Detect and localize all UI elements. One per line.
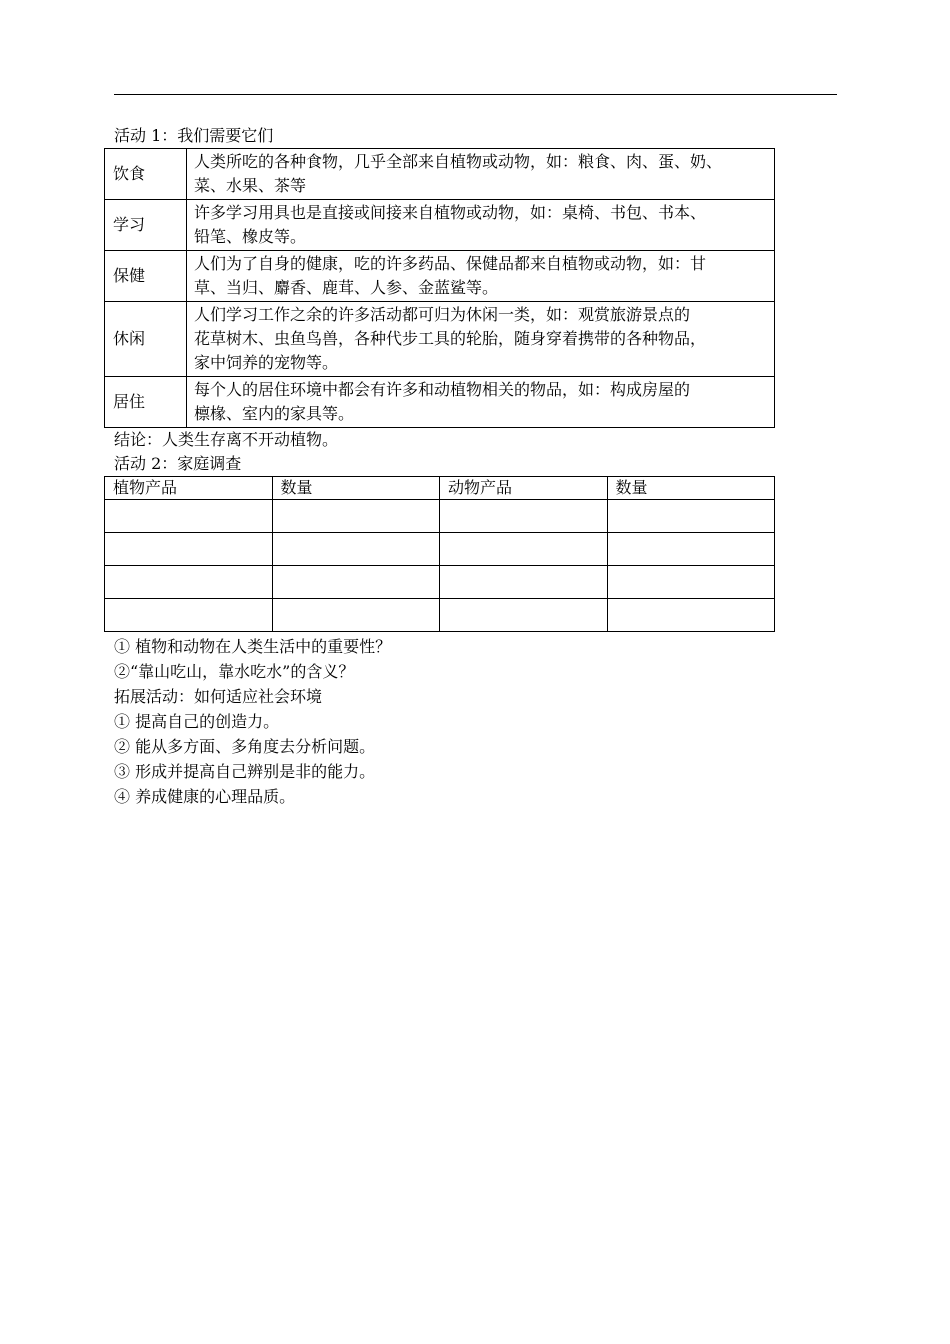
blank-cell[interactable] (272, 566, 440, 599)
table-row (105, 533, 775, 566)
table-row (105, 149, 775, 200)
blank-cell[interactable] (105, 533, 273, 566)
description-line: 人们为了自身的健康，吃的许多药品、保健品都来自植物或动物，如：甘 (194, 254, 707, 273)
blank-cell[interactable] (607, 533, 775, 566)
extension-item: ④ 养成健康的心理品质。 (114, 787, 296, 806)
table-header-row (105, 477, 775, 500)
survey-table (104, 476, 775, 632)
description-line: 铅笔、橡皮等。 (194, 227, 307, 246)
extension-heading: 拓展活动：如何适应社会环境 (114, 687, 323, 706)
blank-cell[interactable] (272, 533, 440, 566)
question-item: ① 植物和动物在人类生活中的重要性？ (114, 637, 392, 656)
category-cell: 居住 (105, 377, 187, 428)
blank-cell[interactable] (105, 566, 273, 599)
blank-cell[interactable] (607, 566, 775, 599)
description-line: 菜、水果、茶等 (194, 176, 307, 195)
description-cell (187, 200, 775, 251)
description-cell (187, 251, 775, 302)
description-cell (187, 377, 775, 428)
blank-cell[interactable] (105, 599, 273, 632)
description-line: 人们学习工作之余的许多活动都可归为休闲一类，如：观赏旅游景点的 (194, 305, 691, 324)
description-line: 人类所吃的各种食物，几乎全部来自植物或动物，如：粮食、肉、蛋、奶、 (194, 152, 723, 171)
activity1-heading: 活动 1：我们需要它们 (114, 126, 274, 145)
description-line: 家中饲养的宠物等。 (194, 353, 339, 372)
description-cell (187, 302, 775, 377)
table-row (105, 200, 775, 251)
description-line: 檩椽、室内的家具等。 (194, 404, 355, 423)
questions-block (114, 634, 786, 809)
category-cell: 休闲 (105, 302, 187, 377)
blank-cell[interactable] (272, 500, 440, 533)
table-row (105, 251, 775, 302)
activity2-heading: 活动 2：家庭调查 (114, 454, 242, 473)
description-line: 每个人的居住环境中都会有许多和动植物相关的物品，如：构成房屋的 (194, 380, 691, 399)
document-body (114, 124, 786, 809)
table-row (105, 599, 775, 632)
header-rule (114, 94, 837, 95)
category-cell: 保健 (105, 251, 187, 302)
column-header: 数量 (272, 477, 440, 500)
category-cell: 学习 (105, 200, 187, 251)
extension-item: ③ 形成并提高自己辨别是非的能力。 (114, 762, 376, 781)
blank-cell[interactable] (440, 566, 608, 599)
table-row (105, 566, 775, 599)
category-cell: 饮食 (105, 149, 187, 200)
column-header: 植物产品 (105, 477, 273, 500)
column-header: 数量 (607, 477, 775, 500)
blank-cell[interactable] (272, 599, 440, 632)
question-item: ②“靠山吃山，靠水吃水”的含义？ (114, 662, 355, 681)
extension-item: ② 能从多方面、多角度去分析问题。 (114, 737, 376, 756)
description-line: 许多学习用具也是直接或间接来自植物或动物，如：桌椅、书包、书本、 (194, 203, 707, 222)
blank-cell[interactable] (440, 599, 608, 632)
description-line: 花草树木、虫鱼鸟兽，各种代步工具的轮胎，随身穿着携带的各种物品， (194, 329, 707, 348)
blank-cell[interactable] (607, 500, 775, 533)
description-cell (187, 149, 775, 200)
column-header: 动物产品 (440, 477, 608, 500)
blank-cell[interactable] (607, 599, 775, 632)
table-row (105, 302, 775, 377)
blank-cell[interactable] (105, 500, 273, 533)
conclusion: 结论：人类生存离不开动植物。 (114, 430, 339, 449)
table-row (105, 500, 775, 533)
table-row (105, 377, 775, 428)
blank-cell[interactable] (440, 500, 608, 533)
blank-cell[interactable] (440, 533, 608, 566)
description-line: 草、当归、麝香、鹿茸、人参、金蓝鲨等。 (194, 278, 499, 297)
needs-table (104, 148, 775, 428)
extension-item: ① 提高自己的创造力。 (114, 712, 280, 731)
